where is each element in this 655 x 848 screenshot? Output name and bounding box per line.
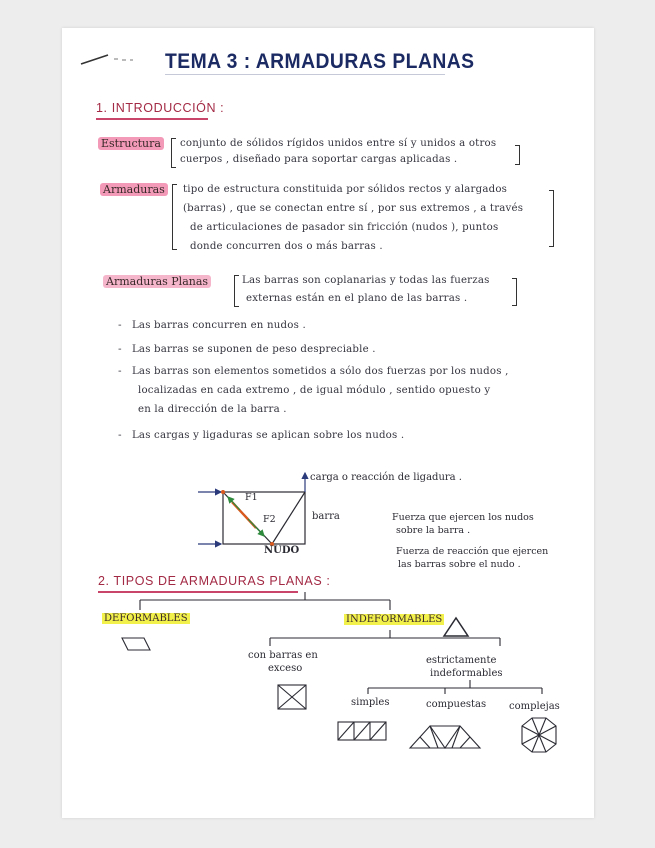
section-1-underline: [96, 118, 208, 120]
title-underline: [165, 74, 445, 75]
nudo-label: NUDO: [264, 545, 300, 556]
armaduras-planas-term: Armaduras Planas: [103, 275, 211, 288]
estrictamente-line-1: estrictamente: [426, 655, 497, 666]
con-barras-line-2: exceso: [268, 663, 303, 674]
armaduras-line-1: tipo de estructura constituida por sólidos rectos y alargados: [183, 184, 508, 195]
bracket-right: [512, 278, 517, 306]
indeformables-label: INDEFORMABLES: [346, 614, 443, 625]
green-note-line-1: Fuerza que ejercen los nudos: [392, 512, 534, 523]
orange-note-line-1: Fuerza de reacción que ejercen: [396, 546, 549, 557]
simples-label: simples: [351, 697, 390, 708]
green-note-line-2: sobre la barra .: [396, 525, 471, 536]
carga-label: carga o reacción de ligadura .: [310, 472, 462, 483]
section-1-heading: 1. INTRODUCCIÓN :: [96, 101, 225, 115]
armaduras-term: Armaduras: [100, 183, 168, 196]
bracket-right: [515, 145, 520, 165]
bracket-left: [234, 275, 239, 307]
bracket-left: [171, 138, 176, 168]
bracket-right: [549, 190, 554, 247]
bullet-item: - Las barras se suponen de peso despreciable .: [118, 344, 376, 355]
barra-label: barra: [312, 511, 340, 522]
compuestas-label: compuestas: [426, 699, 487, 710]
bracket-left: [172, 184, 177, 250]
pen-scribble: [78, 50, 148, 70]
complejas-label: complejas: [509, 701, 560, 712]
deformables-label: DEFORMABLES: [104, 613, 188, 624]
estructura-line-2: cuerpos , diseñado para soportar cargas aplicadas .: [180, 154, 458, 165]
con-barras-line-1: con barras en: [248, 650, 318, 661]
armaduras-line-2: (barras) , que se conectan entre sí , por sus extremos , a través: [183, 203, 524, 214]
estructura-term: Estructura: [98, 137, 164, 150]
bullet-item: - Las barras son elementos sometidos a sólo dos fuerzas por los nudos ,: [118, 366, 509, 377]
bullet-item: - Las barras concurren en nudos .: [118, 320, 306, 331]
orange-note-line-2: las barras sobre el nudo .: [398, 559, 521, 570]
truss-node-diagram: [190, 468, 320, 558]
f2-label: F2: [263, 514, 276, 525]
bullet-item: - Las cargas y ligaduras se aplican sobre los nudos .: [118, 430, 405, 441]
armaduras-planas-line-2: externas están en el plano de las barras .: [246, 293, 468, 304]
armaduras-line-3: de articulaciones de pasador sin fricción (nudos ), puntos: [190, 222, 499, 233]
page-title: TEMA 3 : ARMADURAS PLANAS: [165, 50, 475, 73]
bullet-item-cont: localizadas en cada extremo , de igual módulo , sentido opuesto y: [138, 385, 491, 396]
estrictamente-line-2: indeformables: [430, 668, 503, 679]
estructura-line-1: conjunto de sólidos rígidos unidos entre sí y unidos a otros: [180, 138, 497, 149]
armaduras-planas-line-1: Las barras son coplanarias y todas las fuerzas: [242, 275, 490, 286]
section-2-heading: 2. TIPOS DE ARMADURAS PLANAS :: [98, 574, 331, 588]
bullet-item-cont: en la dirección de la barra .: [138, 404, 287, 415]
armaduras-line-4: donde concurren dos o más barras .: [190, 241, 383, 252]
f1-label: F1: [245, 492, 258, 503]
